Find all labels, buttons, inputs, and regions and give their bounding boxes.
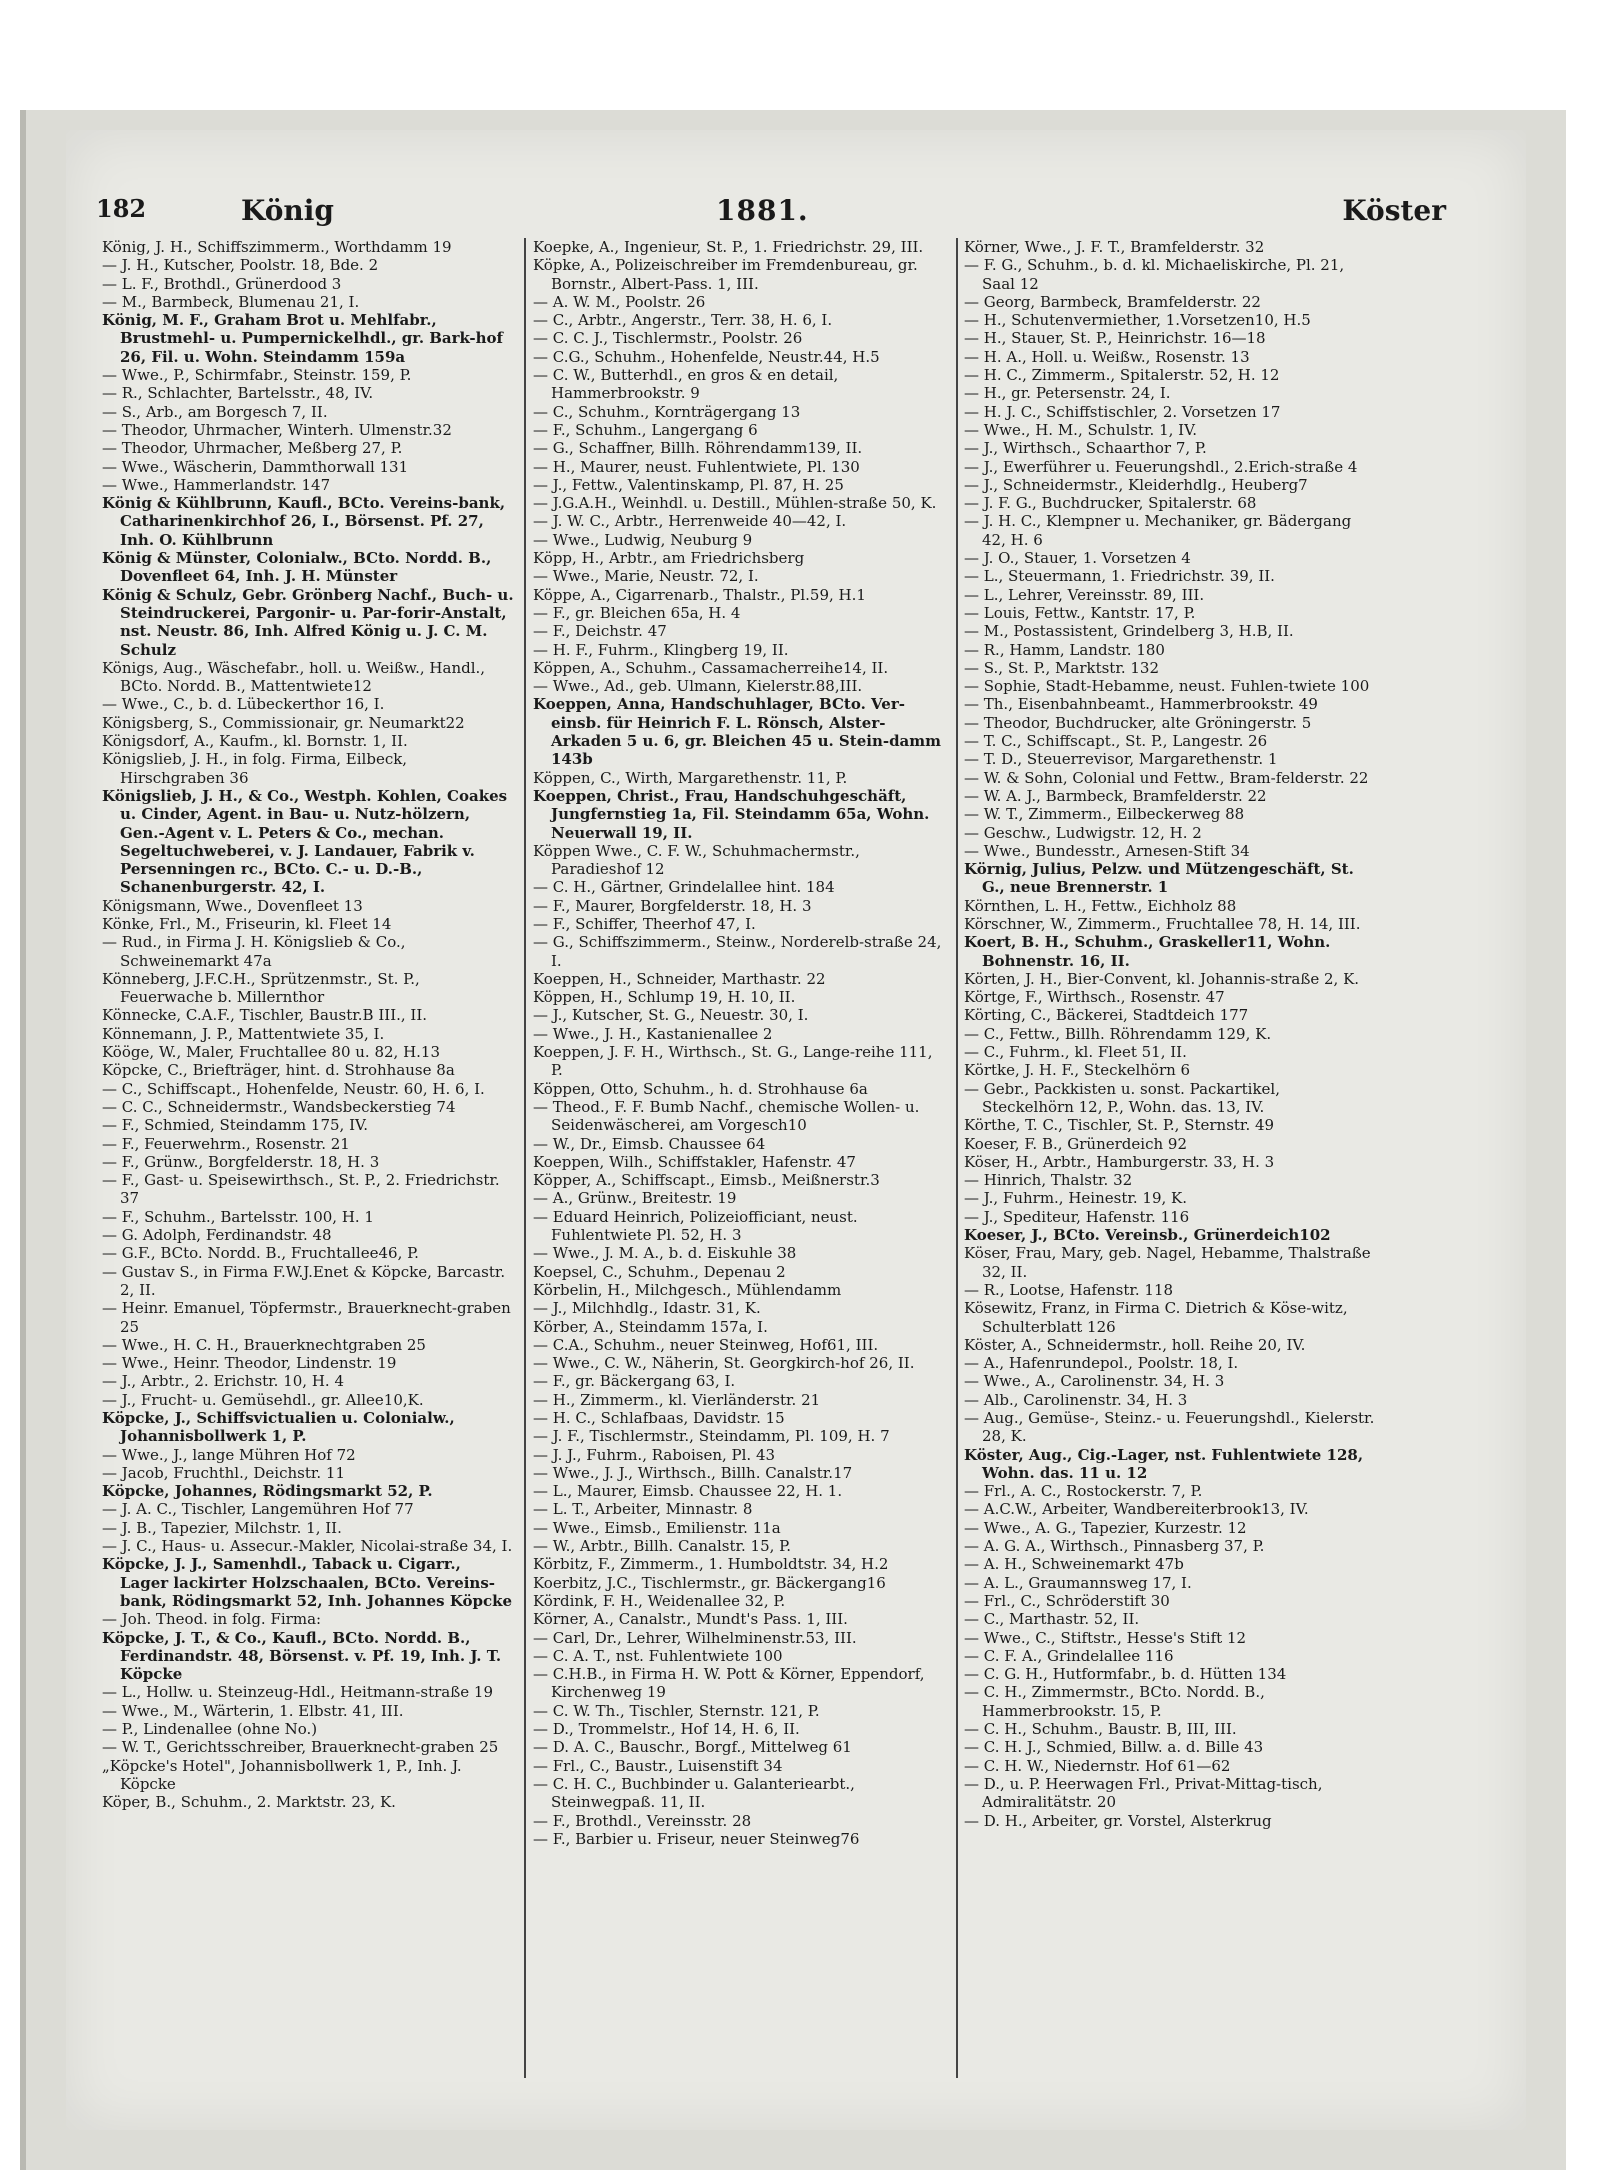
directory-entry: — Wwe., J., lange Mühren Hof 72: [102, 1445, 356, 1464]
directory-entry: — Eduard Heinrich, Polizeiofficiant, neust. Fuhlentwiete Pl. 52, H. 3: [533, 1207, 858, 1245]
directory-entry: Körtke, J. H. F., Steckelhörn 6: [964, 1061, 1191, 1080]
directory-entry: — C., Arbtr., Angerstr., Terr. 38, H. 6, I.: [533, 311, 833, 330]
directory-entry: — C. H., Zimmermstr., BCto. Nordd. B., Hammerbrookstr. 15, P.: [964, 1683, 1265, 1720]
directory-entry: — Wwe., C. W., Näherin, St. Georgkirch-hof 26, II.: [533, 1354, 915, 1373]
directory-entry: Köppe, A., Cigarrenarb., Thalstr., Pl.59, H.1: [533, 585, 866, 604]
directory-entry: Kösewitz, Franz, in Firma C. Dietrich & Köse-witz, Schulterblatt 126: [964, 1299, 1348, 1336]
directory-entry: — C.H.B., in Firma H. W. Pott & Körner, Eppendorf, Kirchenweg 19: [533, 1665, 925, 1702]
directory-entry: — D., u. P. Heerwagen Frl., Privat-Mittag-tisch, Admiralitätstr. 20: [964, 1774, 1323, 1812]
directory-entry: Könnemann, J. P., Mattentwiete 35, I.: [102, 1024, 385, 1043]
directory-entry: — Geschw., Ludwigstr. 12, H. 2: [964, 823, 1202, 842]
directory-entry: — C. H., Schuhm., Baustr. B, III, III.: [964, 1720, 1237, 1739]
directory-entry: Körner, A., Canalstr., Mundt's Pass. 1, III.: [533, 1610, 848, 1629]
directory-entry: — Theodor, Buchdrucker, alte Gröningerstr. 5: [964, 713, 1312, 732]
directory-entry: Köppen, H., Schlump 19, H. 10, II.: [533, 988, 796, 1007]
directory-entry: — Frl., A. C., Rostockerstr. 7, P.: [964, 1482, 1203, 1501]
column-divider: [956, 238, 958, 2078]
directory-entry: — R., Lootse, Hafenstr. 118: [964, 1280, 1174, 1299]
directory-entry: — Wwe., Wäscherin, Dammthorwall 131: [102, 457, 409, 476]
directory-entry: — L. F., Brothdl., Grünerdood 3: [102, 274, 342, 293]
directory-entry: — A. H., Schweinemarkt 47b: [964, 1555, 1184, 1574]
directory-entry: Koeppen, J. F. H., Wirthsch., St. G., Lange-reihe 111, P.: [533, 1043, 933, 1080]
directory-column-3: [964, 238, 1376, 2088]
directory-entry: — Wwe., H. C. H., Brauerknechtgraben 25: [102, 1335, 426, 1354]
directory-entry: — C. H. W., Niedernstr. Hof 61—62: [964, 1756, 1231, 1775]
directory-entry: — J., Fuhrm., Heinestr. 19, K.: [964, 1189, 1188, 1208]
directory-entry: — Wwe., Eimsb., Emilienstr. 11a: [533, 1518, 781, 1537]
directory-entry: — Wwe., Heinr. Theodor, Lindenstr. 19: [102, 1354, 397, 1373]
directory-entry: — A., Grünw., Breitestr. 19: [533, 1189, 737, 1208]
directory-entry: — Wwe., C., b. d. Lübeckerthor 16, I.: [102, 695, 385, 714]
directory-entry: Koeppen, Wilh., Schiffstakler, Hafenstr. 47: [533, 1152, 856, 1171]
directory-entry: — Gustav S., in Firma F.W.J.Enet & Köpcke, Barcastr. 2, II.: [102, 1262, 506, 1299]
directory-entry: — J. W. C., Arbtr., Herrenweide 40—42, I.: [533, 512, 847, 531]
scan-frame: [20, 110, 1566, 2170]
directory-entry: — C. H., Gärtner, Grindelallee hint. 184: [533, 878, 835, 897]
directory-entry: Köppen, A., Schuhm., Cassamacherreihe14, II.: [533, 658, 889, 677]
directory-entry: — H. J. C., Schiffstischler, 2. Vorsetzen 17: [964, 402, 1281, 421]
directory-entry: — Wwe., H. M., Schulstr. 1, IV.: [964, 420, 1198, 439]
directory-entry: — T. D., Steuerrevisor, Margarethenstr. 1: [964, 750, 1278, 769]
directory-entry: — G., Schaffner, Billh. Röhrendamm139, II.: [533, 439, 863, 458]
directory-entry: Koeppen, Christ., Frau, Handschuhgeschäft, Jungfernstieg 1a, Fil. Steindamm 65a, Wohn. Neuerwall 19, II.: [533, 786, 930, 842]
directory-column-1: [102, 238, 514, 2088]
directory-entry: — F., Schmied, Steindamm 175, IV.: [102, 1116, 368, 1135]
directory-entry: — Carl, Dr., Lehrer, Wilhelminenstr.53, III.: [533, 1628, 857, 1647]
directory-entry: — H., Schutenvermiether, 1.Vorsetzen10, H.5: [964, 311, 1311, 330]
left-running-head: König: [241, 194, 334, 227]
directory-entry: — M., Postassistent, Grindelberg 3, H.B, II.: [964, 622, 1294, 641]
directory-entry: — Aug., Gemüse-, Steinz.- u. Feuerungshdl., Kielerstr. 28, K.: [964, 1409, 1375, 1446]
directory-entry: — Rud., in Firma J. H. Königslieb & Co., Schweinemarkt 47a: [102, 933, 406, 970]
directory-entry: — S., Arb., am Borgesch 7, II.: [102, 402, 328, 421]
directory-entry: — G. Adolph, Ferdinandstr. 48: [102, 1226, 332, 1245]
directory-entry: — Louis, Fettw., Kantstr. 17, P.: [964, 603, 1196, 622]
directory-entry: — F., Maurer, Borgfelderstr. 18, H. 3: [533, 896, 812, 915]
directory-entry: — F., gr. Bäckergang 63, I.: [533, 1372, 736, 1391]
directory-entry: — F., Grünw., Borgfelderstr. 18, H. 3: [102, 1152, 380, 1171]
directory-entry: Köpcke, J. J., Samenhdl., Taback u. Cigarr., Lager lackirter Holzschaalen, BCto. Vereins-bank, Rödingsmarkt 52, Inh. Johannes Köpcke: [102, 1555, 513, 1610]
directory-entry: — L., Lehrer, Vereinsstr. 89, III.: [964, 585, 1205, 604]
directory-entry: — F., gr. Bleichen 65a, H. 4: [533, 603, 741, 622]
directory-entry: Köper, B., Schuhm., 2. Marktstr. 23, K.: [102, 1793, 396, 1812]
directory-entry: Köpp, H., Arbtr., am Friedrichsberg: [533, 549, 805, 568]
page-header: [96, 194, 1456, 234]
directory-entry: Köpcke, J., Schiffsvictualien u. Colonialw., Johannisbollwerk 1, P.: [102, 1409, 455, 1446]
directory-entry: Könke, Frl., M., Friseurin, kl. Fleet 14: [102, 914, 392, 933]
directory-entry: — Wwe., Hammerlandstr. 147: [102, 475, 331, 494]
directory-entry: „Köpcke's Hotel", Johannisbollwerk 1, P., Inh. J. Köpcke: [102, 1756, 462, 1793]
directory-entry: — C., Schuhm., Kornträgergang 13: [533, 402, 801, 421]
directory-entry: — R., Hamm, Landstr. 180: [964, 640, 1165, 659]
directory-entry: — J., Wirthsch., Schaarthor 7, P.: [964, 439, 1207, 458]
directory-entry: — Th., Eisenbahnbeamt., Hammerbrookstr. 49: [964, 695, 1318, 714]
directory-entry: — J. F. G., Buchdrucker, Spitalerstr. 68: [964, 494, 1257, 513]
directory-entry: Körner, Wwe., J. F. T., Bramfelderstr. 32: [964, 238, 1265, 256]
directory-entry: — S., St. P., Marktstr. 132: [964, 658, 1160, 677]
directory-entry: — Wwe., M., Wärterin, 1. Elbstr. 41, III.: [102, 1701, 404, 1720]
directory-entry: — D. A. C., Bauschr., Borgf., Mittelweg 61: [533, 1738, 852, 1757]
directory-entry: — D. H., Arbeiter, gr. Vorstel, Alsterkrug: [964, 1811, 1272, 1830]
directory-entry: Köster, Aug., Cig.-Lager, nst. Fuhlentwiete 128, Wohn. das. 11 u. 12: [964, 1445, 1364, 1482]
directory-entry: Koeser, J., BCto. Vereinsb., Grünerdeich102: [964, 1226, 1331, 1245]
directory-entry: — F., Gast- u. Speisewirthsch., St. P., 2. Friedrichstr. 37: [102, 1171, 500, 1208]
directory-entry: — W. & Sohn, Colonial und Fettw., Bram-felderstr. 22: [964, 768, 1369, 787]
directory-entry: — W. T., Zimmerm., Eilbeckerweg 88: [964, 805, 1245, 824]
directory-entry: — J., Arbtr., 2. Erichstr. 10, H. 4: [102, 1372, 345, 1391]
directory-entry: — C. H. C., Buchbinder u. Galanteriearbt., Steinwegpaß. 11, II.: [533, 1774, 855, 1812]
directory-entry: — J. F., Tischlermstr., Steindamm, Pl. 109, H. 7: [533, 1427, 890, 1446]
directory-entry: Königsdorf, A., Kaufm., kl. Bornstr. 1, II.: [102, 732, 408, 751]
directory-entry: Koepsel, C., Schuhm., Depenau 2: [533, 1262, 786, 1281]
directory-entry: Königsmann, Wwe., Dovenfleet 13: [102, 896, 363, 915]
page-number: 182: [96, 194, 147, 223]
directory-entry: Könnecke, C.A.F., Tischler, Baustr.B III., II.: [102, 1006, 428, 1025]
directory-entry: — C. W. Th., Tischler, Sternstr. 121, P.: [533, 1701, 820, 1720]
directory-entry: Kööge, W., Maler, Fruchtallee 80 u. 82, H.13: [102, 1043, 441, 1062]
directory-entry: — J., Spediteur, Hafenstr. 116: [964, 1207, 1190, 1226]
directory-entry: — C. C. J., Tischlermstr., Poolstr. 26: [533, 329, 803, 348]
directory-entry: Königslieb, J. H., in folg. Firma, Eilbeck, Hirschgraben 36: [102, 750, 408, 787]
directory-entry: — Wwe., Marie, Neustr. 72, I.: [533, 567, 759, 586]
directory-entry: Köpper, A., Schiffscapt., Eimsb., Meißnerstr.3: [533, 1171, 880, 1190]
directory-entry: — A. W. M., Poolstr. 26: [533, 292, 706, 311]
year-head: 1881.: [716, 194, 809, 227]
directory-entry: Königsberg, S., Commissionair, gr. Neumarkt22: [102, 713, 465, 732]
right-running-head: Köster: [1342, 194, 1446, 227]
directory-entry: Koeppen, H., Schneider, Marthastr. 22: [533, 969, 826, 988]
directory-entry: — Alb., Carolinenstr. 34, H. 3: [964, 1390, 1188, 1409]
directory-entry: — J. O., Stauer, 1. Vorsetzen 4: [964, 549, 1191, 568]
directory-entry: — C., Marthastr. 52, II.: [964, 1610, 1140, 1629]
directory-entry: — F., Schuhm., Bartelsstr. 100, H. 1: [102, 1207, 374, 1226]
directory-entry: — H., Stauer, St. P., Heinrichstr. 16—18: [964, 329, 1266, 348]
directory-entry: — C.A., Schuhm., neuer Steinweg, Hof61, III.: [533, 1335, 879, 1354]
directory-entry: — J., Ewerführer u. Feuerungshdl., 2.Erich-straße 4: [964, 457, 1358, 476]
directory-entry: — J., Fettw., Valentinskamp, Pl. 87, H. 25: [533, 475, 844, 494]
directory-entry: Köser, H., Arbtr., Hamburgerstr. 33, H. 3: [964, 1152, 1275, 1171]
directory-entry: — Wwe., J. H., Kastanienallee 2: [533, 1024, 773, 1043]
directory-entry: — C. A. T., nst. Fuhlentwiete 100: [533, 1646, 783, 1665]
directory-entry: — A.C.W., Arbeiter, Wandbereiterbrook13, IV.: [964, 1500, 1309, 1519]
directory-entry: Köpke, A., Polizeischreiber im Fremdenbureau, gr. Bornstr., Albert-Pass. 1, III.: [533, 256, 918, 293]
directory-entry: — L., Hollw. u. Steinzeug-Hdl., Heitmann-straße 19: [102, 1683, 493, 1702]
directory-entry: — Wwe., J. J., Wirthsch., Billh. Canalstr.17: [533, 1463, 853, 1482]
directory-entry: — Wwe., Bundesstr., Arnesen-Stift 34: [964, 841, 1250, 860]
directory-entry: — Wwe., J. M. A., b. d. Eiskuhle 38: [533, 1244, 797, 1263]
directory-entry: — J., Frucht- u. Gemüsehdl., gr. Allee10,K.: [102, 1390, 424, 1409]
directory-entry: — Theodor, Uhrmacher, Meßberg 27, P.: [102, 439, 403, 458]
directory-entry: — F. G., Schuhm., b. d. kl. Michaeliskirche, Pl. 21, Saal 12: [964, 256, 1345, 293]
directory-entry: — H. C., Zimmerm., Spitalerstr. 52, H. 12: [964, 366, 1280, 385]
directory-entry: — J., Milchhdlg., Idastr. 31, K.: [533, 1299, 761, 1318]
directory-entry: Körbitz, F., Zimmerm., 1. Humboldtstr. 34, H.2: [533, 1555, 889, 1574]
directory-entry: — Joh. Theod. in folg. Firma:: [102, 1610, 322, 1629]
directory-entry: — W., Dr., Eimsb. Chaussee 64: [533, 1134, 766, 1153]
directory-entry: — Wwe., P., Schirmfabr., Steinstr. 159, P.: [102, 366, 412, 385]
directory-entry: Köpcke, Johannes, Rödingsmarkt 52, P.: [102, 1482, 433, 1501]
directory-entry: — W., Arbtr., Billh. Canalstr. 15, P.: [533, 1537, 791, 1556]
directory-entry: — F., Feuerwehrm., Rosenstr. 21: [102, 1134, 350, 1153]
directory-entry: Koeser, F. B., Grünerdeich 92: [964, 1134, 1187, 1153]
directory-entry: Körbelin, H., Milchgesch., Mühlendamm: [533, 1280, 842, 1299]
directory-entry: — C.G., Schuhm., Hohenfelde, Neustr.44, H.5: [533, 347, 880, 366]
directory-entry: Königs, Aug., Wäschefabr., holl. u. Weißw., Handl., BCto. Nordd. B., Mattentwiete12: [102, 658, 486, 696]
directory-entry: — J., Schneidermstr., Kleiderhdlg., Heuberg7: [964, 475, 1308, 494]
directory-entry: — Frl., C., Schröderstift 30: [964, 1591, 1170, 1610]
directory-entry: — J. A. C., Tischler, Langemühren Hof 77: [102, 1500, 414, 1519]
directory-entry: — G., Schiffszimmerm., Steinw., Norderelb-straße 24, I.: [533, 933, 942, 970]
directory-entry: Königslieb, J. H., & Co., Westph. Kohlen, Coakes u. Cinder, Agent. in Bau- u. Nutz-hölzern, Gen.-Agent v. L. Peters & Co., mechan. Segeltuchweberei, v. J. Landauer, Fabrik v. Persenningen rc., BCto. C.- u. D.-B., Schanenburgerstr. 42, I.: [102, 786, 508, 897]
directory-entry: — F., Schuhm., Langergang 6: [533, 420, 758, 439]
directory-entry: — Wwe., Ludwig, Neuburg 9: [533, 530, 753, 549]
directory-entry: Köpcke, J. T., & Co., Kaufl., BCto. Nordd. B., Ferdinandstr. 48, Börsenst. v. Pf. 19, Inh. J. T. Köpcke: [102, 1628, 502, 1684]
directory-entry: — Sophie, Stadt-Hebamme, neust. Fuhlen-twiete 100: [964, 677, 1370, 696]
directory-entry: — Theodor, Uhrmacher, Winterh. Ulmenstr.32: [102, 420, 452, 439]
directory-entry: Koerbitz, J.C., Tischlermstr., gr. Bäckergang16: [533, 1573, 886, 1592]
directory-entry: — Jacob, Fruchthl., Deichstr. 11: [102, 1463, 346, 1482]
directory-entry: Köppen, C., Wirth, Margarethenstr. 11, P.: [533, 768, 848, 787]
directory-entry: — F., Schiffer, Theerhof 47, I.: [533, 914, 756, 933]
directory-entry: — J. J., Fuhrm., Raboisen, Pl. 43: [533, 1445, 776, 1464]
directory-entry: — J. B., Tapezier, Milchstr. 1, II.: [102, 1518, 342, 1537]
directory-entry: Koepke, A., Ingenieur, St. P., 1. Friedrichstr. 29, III.: [533, 238, 924, 256]
directory-entry: — D., Trommelstr., Hof 14, H. 6, II.: [533, 1720, 800, 1739]
directory-entry: — H. C., Schlafbaas, Davidstr. 15: [533, 1409, 785, 1427]
directory-entry: — C., Fettw., Billh. Röhrendamm 129, K.: [964, 1024, 1272, 1043]
directory-entry: — R., Schlachter, Bartelsstr., 48, IV.: [102, 384, 374, 403]
directory-entry: König & Kühlbrunn, Kaufl., BCto. Vereins-bank, Catharinenkirchhof 26, I., Börsenst. Pf. 27, Inh. O. Kühlbrunn: [102, 494, 506, 549]
directory-entry: Kördink, F. H., Weidenallee 32, P.: [533, 1591, 786, 1610]
directory-entry: Koeppen, Anna, Handschuhlager, BCto. Ver-einsb. für Heinrich F. L. Rönsch, Alster-Arkaden 5 u. 6, gr. Bleichen 45 u. Stein-damm 143b: [533, 695, 942, 769]
directory-entry: — H., Zimmerm., kl. Vierländerstr. 21: [533, 1390, 821, 1409]
directory-entry: — Hinrich, Thalstr. 32: [964, 1171, 1133, 1190]
directory-entry: Köser, Frau, Mary, geb. Nagel, Hebamme, Thalstraße 32, II.: [964, 1244, 1371, 1281]
directory-entry: Körschner, W., Zimmerm., Fruchtallee 78, H. 14, III.: [964, 914, 1361, 933]
directory-entry: — J. H. C., Klempner u. Mechaniker, gr. Bädergang 42, H. 6: [964, 512, 1352, 549]
directory-entry: Körnthen, L. H., Fettw., Eichholz 88: [964, 896, 1237, 915]
directory-entry: — Theod., F. F. Bumb Nachf., chemische Wollen- u. Seidenwäscherei, am Vorgesch10: [533, 1097, 920, 1135]
directory-entry: — Gebr., Packkisten u. sonst. Packartikel, Steckelhörn 12, P., Wohn. das. 13, IV.: [964, 1079, 1280, 1116]
directory-entry: — T. C., Schiffscapt., St. P., Langestr. 26: [964, 732, 1268, 751]
directory-entry: Köppen, Otto, Schuhm., h. d. Strohhause 6a: [533, 1079, 868, 1098]
directory-entry: — C., Schiffscapt., Hohenfelde, Neustr. 60, H. 6, I.: [102, 1079, 485, 1098]
directory-entry: — A., Hafenrundepol., Poolstr. 18, I.: [964, 1354, 1239, 1373]
directory-entry: Körten, J. H., Bier-Convent, kl. Johannis-straße 2, K.: [964, 969, 1360, 988]
directory-entry: — W. A. J., Barmbeck, Bramfelderstr. 22: [964, 786, 1267, 805]
directory-entry: König, J. H., Schiffszimmerm., Worthdamm 19: [102, 238, 452, 256]
directory-entry: Könneberg, J.F.C.H., Sprützenmstr., St. P., Feuerwache b. Millernthor: [102, 969, 420, 1007]
directory-entry: — L. T., Arbeiter, Minnastr. 8: [533, 1500, 753, 1519]
directory-entry: — F., Deichstr. 47: [533, 622, 667, 641]
directory-entry: Körber, A., Steindamm 157a, I.: [533, 1317, 768, 1336]
directory-entry: — Georg, Barmbeck, Bramfelderstr. 22: [964, 292, 1261, 311]
directory-entry: — F., Brothdl., Vereinsstr. 28: [533, 1811, 752, 1830]
directory-entry: — C. G. H., Hutformfabr., b. d. Hütten 134: [964, 1665, 1287, 1684]
directory-entry: — C. C., Schneidermstr., Wandsbeckerstieg 74: [102, 1097, 456, 1116]
directory-entry: König & Münster, Colonialw., BCto. Nordd. B., Dovenfleet 64, Inh. J. H. Münster: [102, 549, 492, 586]
directory-entry: — A. L., Graumannsweg 17, I.: [964, 1573, 1192, 1592]
directory-entry: Köster, A., Schneidermstr., holl. Reihe 20, IV.: [964, 1335, 1306, 1354]
directory-entry: Körthe, T. C., Tischler, St. P., Sternstr. 49: [964, 1116, 1275, 1135]
directory-entry: König & Schulz, Gebr. Grönberg Nachf., Buch- u. Steindruckerei, Pargonir- u. Par-forir-Anstalt, nst. Neustr. 86, Inh. Alfred König u. J. C. M. Schulz: [102, 585, 514, 659]
directory-entry: — C. F. A., Grindelallee 116: [964, 1646, 1174, 1665]
directory-entry: — L., Maurer, Eimsb. Chaussee 22, H. 1.: [533, 1482, 843, 1501]
directory-entry: — G.F., BCto. Nordd. B., Fruchtallee46, P.: [102, 1244, 419, 1263]
directory-entry: Köppen Wwe., C. F. W., Schuhmachermstr., Paradieshof 12: [533, 841, 860, 879]
directory-entry: — H. A., Holl. u. Weißw., Rosenstr. 13: [964, 347, 1250, 366]
directory-entry: — Wwe., A., Carolinenstr. 34, H. 3: [964, 1372, 1225, 1391]
directory-entry: — Wwe., C., Stiftstr., Hesse's Stift 12: [964, 1628, 1247, 1647]
directory-entry: — A. G. A., Wirthsch., Pinnasberg 37, P.: [964, 1537, 1265, 1556]
directory-entry: Koert, B. H., Schuhm., Graskeller11, Wohn. Bohnenstr. 16, II.: [964, 933, 1331, 970]
directory-entry: — H., Maurer, neust. Fuhlentwiete, Pl. 130: [533, 457, 860, 476]
directory-entry: Köpcke, C., Briefträger, hint. d. Strohhause 8a: [102, 1061, 455, 1080]
directory-entry: — W. T., Gerichtsschreiber, Brauerknecht-graben 25: [102, 1738, 499, 1757]
directory-entry: — C. H. J., Schmied, Billw. a. d. Bille 43: [964, 1738, 1264, 1757]
column-divider: [524, 238, 526, 2078]
directory-entry: Körting, C., Bäckerei, Stadtdeich 177: [964, 1006, 1249, 1025]
directory-column-2: [533, 238, 945, 2088]
directory-entry: Körnig, Julius, Pelzw. und Mützengeschäft, St. G., neue Brennerstr. 1: [964, 860, 1354, 897]
directory-entry: — J. H., Kutscher, Poolstr. 18, Bde. 2: [102, 256, 379, 275]
directory-entry: — C., Fuhrm., kl. Fleet 51, II.: [964, 1043, 1187, 1062]
directory-page: [66, 130, 1526, 2130]
directory-entry: — J., Kutscher, St. G., Neuestr. 30, I.: [533, 1006, 809, 1025]
directory-entry: — Wwe., Ad., geb. Ulmann, Kielerstr.88,III.: [533, 677, 863, 696]
directory-entry: — L., Steuermann, 1. Friedrichstr. 39, II.: [964, 567, 1275, 586]
directory-entry: Körtge, F., Wirthsch., Rosenstr. 47: [964, 988, 1225, 1007]
directory-entry: — H., gr. Petersenstr. 24, I.: [964, 384, 1171, 403]
directory-entry: — H. F., Fuhrm., Klingberg 19, II.: [533, 640, 789, 659]
directory-entry: — Heinr. Emanuel, Töpfermstr., Brauerknecht-graben 25: [102, 1299, 511, 1336]
directory-entry: — F., Barbier u. Friseur, neuer Steinweg76: [533, 1829, 860, 1848]
directory-entry: — J.G.A.H., Weinhdl. u. Destill., Mühlen-straße 50, K.: [533, 494, 937, 513]
directory-entry: — J. C., Haus- u. Assecur.-Makler, Nicolai-straße 34, I.: [102, 1537, 513, 1556]
directory-entry: — M., Barmbeck, Blumenau 21, I.: [102, 292, 360, 311]
directory-entry: — Wwe., A. G., Tapezier, Kurzestr. 12: [964, 1518, 1247, 1537]
directory-entry: — C. W., Butterhdl., en gros & en detail, Hammerbrookstr. 9: [533, 366, 839, 403]
directory-entry: König, M. F., Graham Brot u. Mehlfabr., Brustmehl- u. Pumpernickelhdl., gr. Bark-hof 26, Fil. u. Wohn. Steindamm 159a: [102, 311, 503, 366]
directory-entry: — P., Lindenallee (ohne No.): [102, 1720, 318, 1739]
directory-entry: — Frl., C., Baustr., Luisenstift 34: [533, 1756, 783, 1775]
